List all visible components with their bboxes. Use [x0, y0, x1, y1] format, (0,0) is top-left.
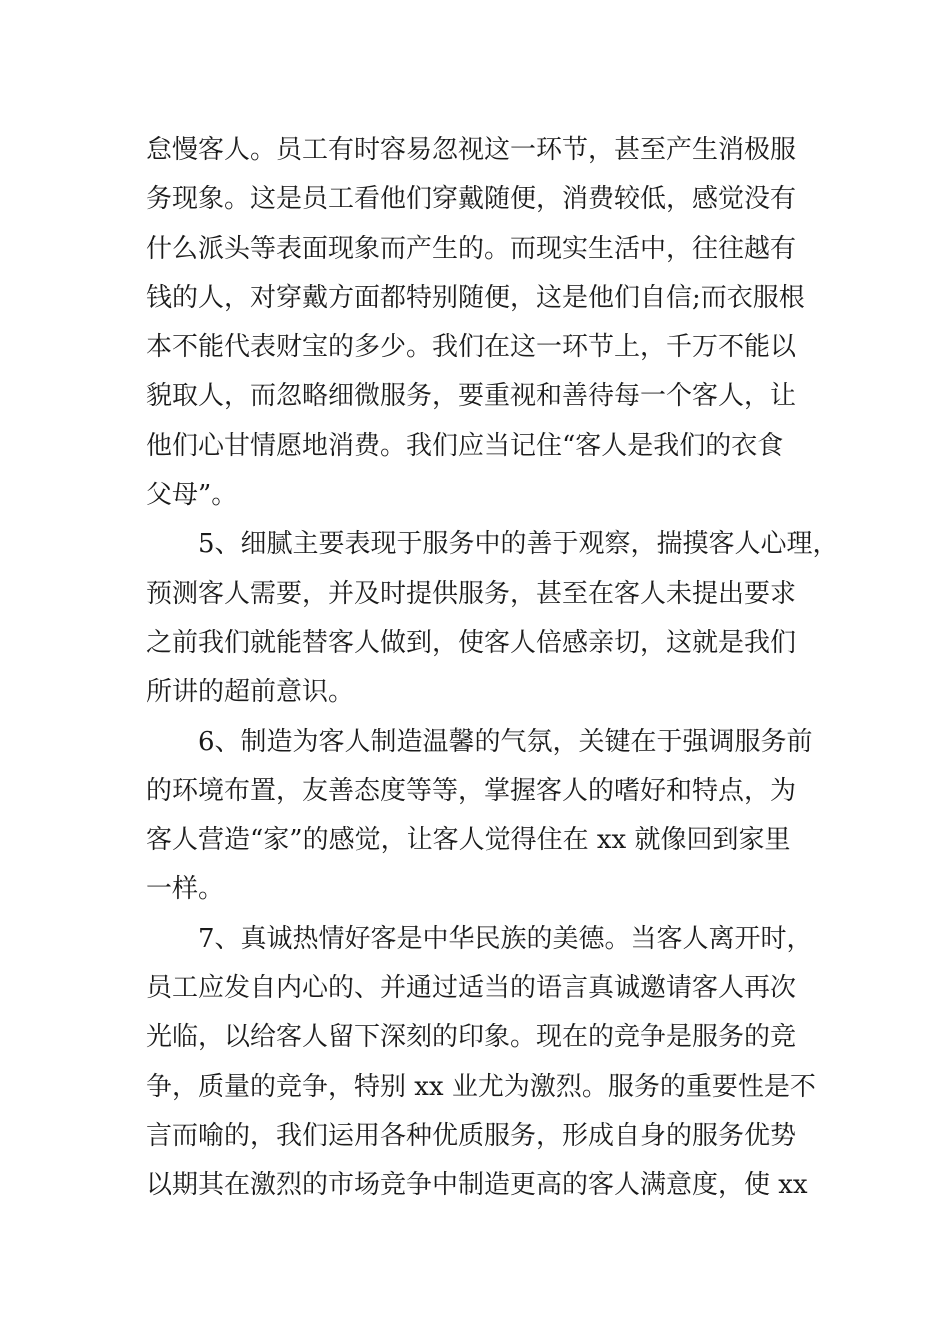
- text-line: 父母”。: [146, 480, 238, 511]
- text-line: 钱的人，对穿戴方面都特别随便，这是他们自信;而衣服根: [146, 282, 805, 313]
- text-line: 一样。: [146, 874, 225, 905]
- text-line: 貌取人，而忽略细微服务，要重视和善待每一个客人，让: [146, 381, 797, 412]
- text-line: 言而喻的，我们运用各种优质服务，形成自身的服务优势: [146, 1120, 797, 1151]
- text-line: 争，质量的竞争，特别 xx 业尤为激烈。服务的重要性是不: [146, 1071, 816, 1102]
- text-line: 所讲的超前意识。: [146, 677, 355, 708]
- text-line: 之前我们就能替客人做到，使客人倍感亲切，这就是我们: [146, 627, 797, 658]
- paragraph-first-line: 5、细腻主要表现于服务中的善于观察，揣摸客人心理，: [198, 529, 839, 560]
- paragraph-first-line: 6、制造为客人制造温馨的气氛，关键在于强调服务前: [198, 726, 813, 757]
- text-line: 务现象。这是员工看他们穿戴随便，消费较低，感觉没有: [146, 184, 797, 215]
- text-line: 光临，以给客人留下深刻的印象。现在的竞争是服务的竞: [146, 1022, 797, 1053]
- text-line: 员工应发自内心的、并通过适当的语言真诚邀请客人再次: [146, 973, 797, 1004]
- text-line: 以期其在激烈的市场竞争中制造更高的客人满意度，使 xx: [146, 1170, 808, 1201]
- paragraph-first-line: 7、真诚热情好客是中华民族的美德。当客人离开时，: [198, 923, 813, 954]
- text-line: 本不能代表财宝的多少。我们在这一环节上，千万不能以: [146, 332, 797, 363]
- text-line: 什么派头等表面现象而产生的。而现实生活中，往往越有: [146, 233, 797, 264]
- body-text: [146, 126, 839, 1211]
- text-line: 客人营造“家”的感觉，让客人觉得住在 xx 就像回到家里: [146, 825, 791, 856]
- text-line: 预测客人需要，并及时提供服务，甚至在客人未提出要求: [146, 578, 797, 609]
- text-line: 怠慢客人。员工有时容易忽视这一环节，甚至产生消极服: [146, 135, 797, 165]
- text-line: 的环境布置，友善态度等等，掌握客人的嗜好和特点，为: [146, 775, 797, 806]
- text-line: 他们心甘情愿地消费。我们应当记住“客人是我们的衣食: [146, 430, 784, 461]
